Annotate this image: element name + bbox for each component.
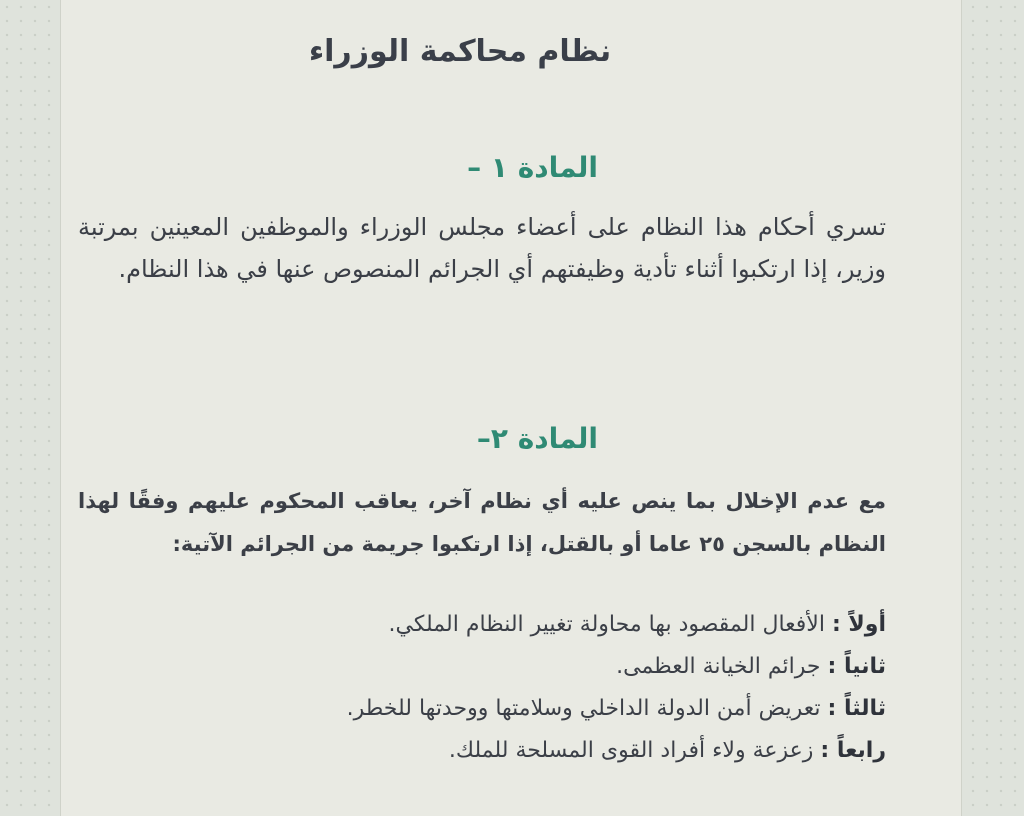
list-item-text: زعزعة ولاء أفراد القوى المسلحة للملك. bbox=[448, 738, 821, 763]
article-2-crime-list bbox=[78, 604, 886, 772]
list-item bbox=[78, 688, 886, 730]
list-item-ordinal: رابعاً : bbox=[820, 738, 886, 763]
article-2-body: مع عدم الإخلال بما ينص عليه أي نظام آخر، يعاقب المحكوم عليهم وفقًا لهذا النظام بالسجن ٢٥ عاما أو بالقتل، إذا ارتكبوا جريمة من الجرائم الآتية: bbox=[78, 489, 886, 556]
article-1-body: تسري أحكام هذا النظام على أعضاء مجلس الوزراء والموظفين المعينين بمرتبة وزير، إذا ارتكبوا أثناء تأدية وظيفتهم أي الجرائم المنصوص عنها في هذا النظام. bbox=[78, 213, 886, 283]
article-1-heading: المادة ١ – bbox=[467, 151, 598, 184]
list-item-text: تعريض أمن الدولة الداخلي وسلامتها ووحدتها للخطر. bbox=[346, 696, 828, 721]
list-item-ordinal: أولاً : bbox=[831, 612, 886, 637]
list-item bbox=[78, 730, 886, 772]
list-item bbox=[78, 646, 886, 688]
article-2-heading: المادة ٢– bbox=[476, 422, 598, 455]
list-item-text: جرائم الخيانة العظمى. bbox=[616, 654, 828, 679]
list-item-text: الأفعال المقصود بها محاولة تغيير النظام الملكي. bbox=[388, 612, 832, 637]
list-item-ordinal: ثانياً : bbox=[827, 654, 886, 679]
document-title: نظام محاكمة الوزراء bbox=[308, 34, 612, 69]
list-item bbox=[78, 604, 886, 646]
list-item-ordinal: ثالثاً : bbox=[827, 696, 886, 721]
